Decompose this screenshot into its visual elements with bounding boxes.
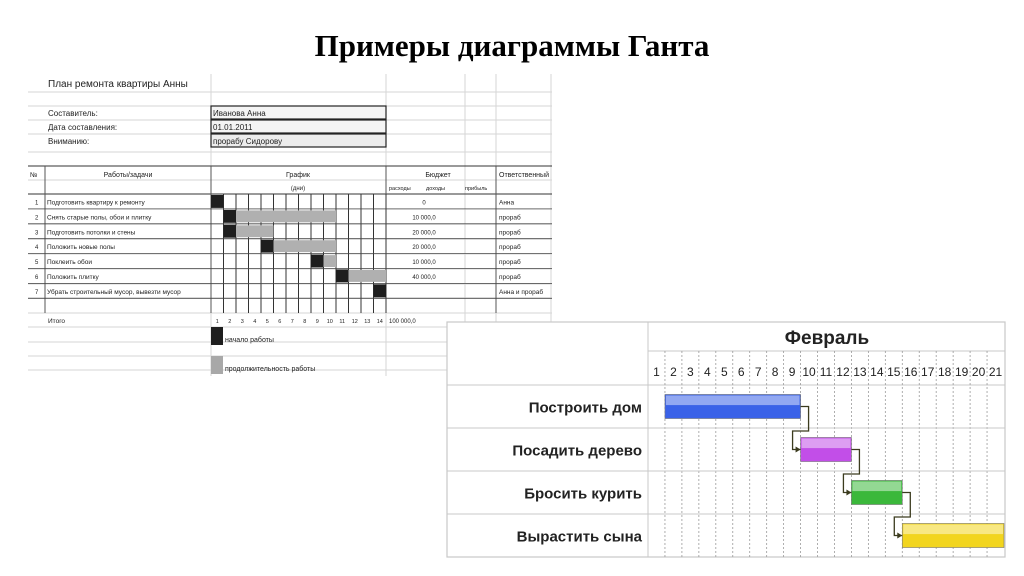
- budget-subheader: доходы: [426, 186, 445, 192]
- chart-title: Февраль: [784, 328, 870, 349]
- task-label: Построить дом: [528, 399, 642, 417]
- day-tick-label: 13: [853, 365, 867, 379]
- task-owner: прораб: [499, 229, 521, 237]
- task-start-marker: [224, 225, 237, 238]
- header-schedule: График: [286, 172, 310, 179]
- meta-value: Иванова Анна: [213, 109, 266, 118]
- day-tick-label: 2: [670, 365, 677, 379]
- task-budget: 40 000,0: [412, 275, 436, 281]
- meta-label: Составитель:: [48, 109, 98, 118]
- day-tick-label: 16: [904, 365, 918, 379]
- task-budget: 0: [422, 200, 426, 207]
- day-tick-label: 6: [737, 365, 745, 379]
- task-start-marker: [211, 195, 224, 208]
- task-duration-bar: [274, 240, 337, 252]
- meta-label: Дата составления:: [48, 123, 118, 132]
- task-name: Поклеить обои: [47, 259, 92, 267]
- task-owner: Анна и прораб: [499, 288, 544, 296]
- budget-subheader: прибыль: [465, 186, 488, 192]
- day-number: 9: [315, 319, 319, 325]
- header-num: №: [30, 172, 38, 179]
- day-tick-label: 5: [720, 365, 728, 379]
- legend-swatch: [211, 356, 223, 374]
- task-bar-highlight: [802, 438, 851, 448]
- day-number: 14: [376, 319, 383, 325]
- task-name: Положить новые полы: [47, 244, 115, 252]
- total-label: Итого: [48, 318, 66, 325]
- task-name: Положить плитку: [47, 274, 99, 281]
- task-num: 5: [35, 260, 39, 267]
- day-tick-label: 3: [687, 365, 694, 379]
- task-num: 7: [35, 289, 39, 296]
- day-number: 2: [228, 319, 232, 325]
- header-task: Работы/задачи: [103, 172, 153, 179]
- task-owner: прораб: [499, 214, 521, 222]
- task-label: Бросить курить: [524, 485, 642, 503]
- task-duration-bar: [324, 255, 337, 267]
- total-value: 100 000,0: [389, 319, 416, 325]
- day-number: 10: [326, 319, 333, 325]
- day-tick-label: 12: [836, 365, 850, 379]
- day-tick-label: 19: [954, 365, 969, 379]
- day-tick-label: 7: [754, 365, 762, 379]
- february-gantt-chart: [446, 321, 1006, 558]
- task-owner: прораб: [499, 259, 521, 267]
- task-budget: 10 000,0: [412, 260, 436, 267]
- day-number: 6: [278, 319, 282, 325]
- header-owner: Ответственный: [499, 172, 549, 179]
- task-bar-highlight: [852, 481, 901, 491]
- task-label: Вырастить сына: [516, 528, 642, 546]
- task-num: 6: [35, 275, 39, 281]
- day-number: 7: [290, 319, 294, 325]
- sheet-title: План ремонта квартиры Анны: [48, 79, 188, 90]
- task-start-marker: [336, 270, 349, 283]
- task-num: 3: [35, 230, 39, 237]
- task-owner: Анна: [499, 199, 515, 207]
- task-budget: 20 000,0: [412, 245, 436, 252]
- header-schedule-unit: (дни): [290, 186, 306, 192]
- task-budget: 20 000,0: [412, 230, 436, 237]
- task-start-marker: [374, 284, 387, 297]
- day-number: 5: [265, 319, 269, 325]
- day-tick-label: 18: [937, 365, 952, 379]
- task-label: Посадить дерево: [512, 442, 642, 460]
- legend-swatch: [211, 327, 223, 345]
- task-name: Подготовить квартиру к ремонту: [47, 199, 145, 207]
- task-num: 2: [35, 215, 39, 222]
- task-budget: 10 000,0: [412, 215, 436, 222]
- day-number: 11: [339, 319, 346, 325]
- budget-subheader: расходы: [389, 186, 411, 192]
- task-name: Подготовить потолки и стены: [47, 229, 136, 237]
- chart-frame: [447, 322, 1005, 557]
- task-bar-highlight: [903, 524, 1003, 534]
- task-duration-bar: [236, 225, 274, 237]
- task-duration-bar: [349, 270, 387, 282]
- legend-label: продолжительность работы: [225, 366, 316, 373]
- task-num: 1: [35, 200, 39, 207]
- day-tick-label: 17: [921, 365, 935, 379]
- meta-label: Вниманию:: [48, 137, 90, 146]
- day-tick-label: 15: [887, 365, 901, 379]
- day-tick-label: 11: [819, 365, 833, 379]
- day-tick-label: 14: [870, 365, 884, 379]
- day-number: 13: [364, 319, 371, 325]
- day-number: 3: [240, 319, 244, 325]
- day-tick-label: 8: [771, 365, 779, 379]
- day-tick-label: 4: [703, 365, 711, 379]
- task-bar-highlight: [666, 395, 800, 405]
- meta-value: 01.01.2011: [213, 123, 253, 132]
- day-tick-label: 1: [653, 365, 660, 379]
- task-name: Убрать строительный мусор, вывезти мусор: [47, 288, 181, 296]
- day-number: 12: [351, 319, 358, 325]
- day-tick-label: 20: [971, 365, 986, 379]
- task-start-marker: [224, 210, 237, 223]
- day-number: 8: [303, 319, 307, 325]
- day-number: 4: [253, 319, 257, 325]
- task-start-marker: [311, 255, 324, 268]
- legend-label: начало работы: [225, 337, 274, 344]
- task-num: 4: [35, 245, 39, 252]
- slide-title: Примеры диаграммы Ганта: [314, 28, 710, 63]
- meta-value: прорабу Сидорову: [213, 137, 283, 146]
- task-start-marker: [261, 240, 274, 253]
- day-tick-label: 9: [788, 365, 796, 379]
- task-owner: прораб: [499, 274, 521, 281]
- day-number: 1: [215, 319, 219, 325]
- task-owner: прораб: [499, 244, 521, 252]
- day-tick-label: 10: [802, 365, 816, 379]
- task-duration-bar: [236, 210, 336, 222]
- task-name: Снять старые полы, обои и плитку: [47, 214, 152, 222]
- header-budget: Бюджет: [425, 172, 451, 179]
- day-tick-label: 21: [988, 365, 1003, 379]
